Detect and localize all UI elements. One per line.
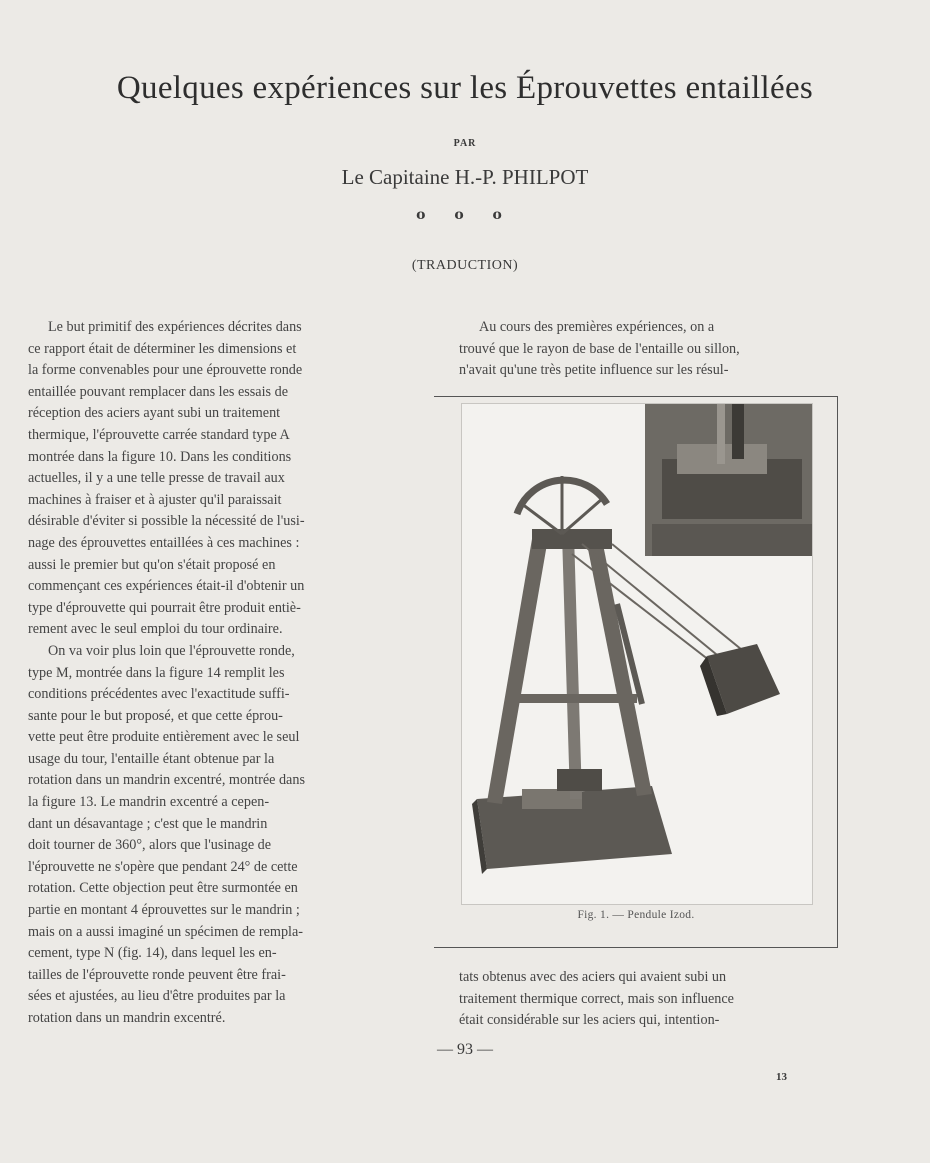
text-line: mais on a aussi imaginé un spécimen de rempla-	[28, 923, 304, 940]
paragraph-2	[28, 641, 416, 1030]
text-line: On va voir plus loin que l'éprouvette ronde,	[48, 642, 295, 659]
text-line: type M, montrée dans la figure 14 remplit les	[28, 664, 285, 681]
signature-mark: 13	[776, 1071, 787, 1083]
paragraph-3	[459, 317, 847, 382]
text-line: usage du tour, l'entaille étant obtenue par la	[28, 750, 275, 767]
text-line: était considérable sur les aciers qui, intention-	[459, 1012, 720, 1029]
text-line: la forme convenables pour une éprouvette ronde	[28, 362, 303, 379]
text-line: nage des éprouvettes entaillées à ces machines :	[28, 534, 300, 551]
text-line: tailles de l'éprouvette ronde peuvent être frai-	[28, 966, 286, 983]
article-title: Quelques expériences sur les Éprouvettes entaillées	[116, 70, 814, 106]
text-line: désirable d'éviter si possible la nécessité de l'usi-	[28, 513, 305, 530]
text-line: rotation dans un mandrin excentré.	[28, 1010, 226, 1026]
text-line: rement avec le seul emploi du tour ordinaire.	[28, 621, 283, 638]
text-line: la figure 13. Le mandrin excentré a cepen-	[28, 794, 270, 811]
text-line: n'avait qu'une très petite influence sur les résul-	[459, 362, 729, 379]
author-name: Le Capitaine H.-P. PHILPOT	[341, 165, 589, 189]
text-line: réception des aciers ayant subi un traitement	[28, 405, 281, 422]
text-line: montrée dans la figure 10. Dans les conditions	[28, 448, 292, 465]
text-line: partie en montant 4 éprouvettes sur le mandrin ;	[28, 902, 300, 919]
translation-note: (TRADUCTION)	[411, 258, 519, 273]
text-line: cement, type N (fig. 14), dans lequel les en-	[28, 945, 277, 962]
text-line: doit tourner de 360°, alors que l'usinage de	[28, 837, 272, 854]
text-line: rotation dans un mandrin excentré, montrée dans	[28, 772, 305, 789]
figure-caption: Fig. 1. — Pendule Izod.	[577, 909, 695, 921]
text-line: Au cours des premières expériences, on a	[479, 319, 715, 335]
page-number: — 93 —	[437, 1041, 493, 1058]
text-line: actuelles, il y a une telle presse de travail aux	[28, 470, 285, 487]
text-line: vette peut être produite entièrement avec le seul	[28, 729, 300, 746]
text-line: sées et ajustées, au lieu d'être produites par la	[28, 988, 286, 1005]
text-line: aussi le premier but qu'on s'était proposé en	[28, 556, 276, 573]
text-line: traitement thermique correct, mais son influence	[459, 990, 734, 1007]
byline-par: PAR	[453, 138, 477, 149]
text-line: ce rapport était de déterminer les dimensions et	[28, 340, 297, 357]
figure-rule	[837, 397, 839, 947]
ornament-separator: o o o	[416, 207, 514, 223]
text-line: machines à fraiser et à ajuster qu'il paraissait	[28, 491, 282, 508]
izod-pendulum-photo	[461, 403, 813, 905]
paragraph-1	[28, 317, 416, 641]
text-line: l'éprouvette ne s'opère que pendant 24° de cette	[28, 858, 298, 875]
text-line: commençant ces expériences était-il d'obtenir un	[28, 578, 305, 595]
text-line: Le but primitif des expériences décrites dans	[48, 319, 302, 335]
text-line: type d'éprouvette qui pourrait être produit entiè-	[28, 599, 301, 616]
pendulum-illustration	[462, 404, 812, 904]
text-line: thermique, l'éprouvette carrée standard type A	[28, 426, 290, 443]
text-line: entaillée pouvant remplacer dans les essais de	[28, 383, 289, 400]
paragraph-4	[459, 967, 847, 1032]
left-column	[28, 317, 416, 1030]
figure-1	[434, 396, 838, 948]
right-column-top	[459, 317, 847, 382]
text-line: trouvé que le rayon de base de l'entaille ou sillon,	[459, 340, 740, 357]
text-line: conditions précédentes avec l'exactitude suffi-	[28, 686, 290, 703]
right-column-bottom	[459, 967, 847, 1032]
text-line: rotation. Cette objection peut être surmontée en	[28, 880, 298, 897]
text-line: sante pour le but proposé, et que cette éprou-	[28, 707, 283, 724]
text-line: dant un désavantage ; c'est que le mandrin	[28, 815, 268, 832]
text-line: tats obtenus avec des aciers qui avaient subi un	[459, 969, 727, 985]
